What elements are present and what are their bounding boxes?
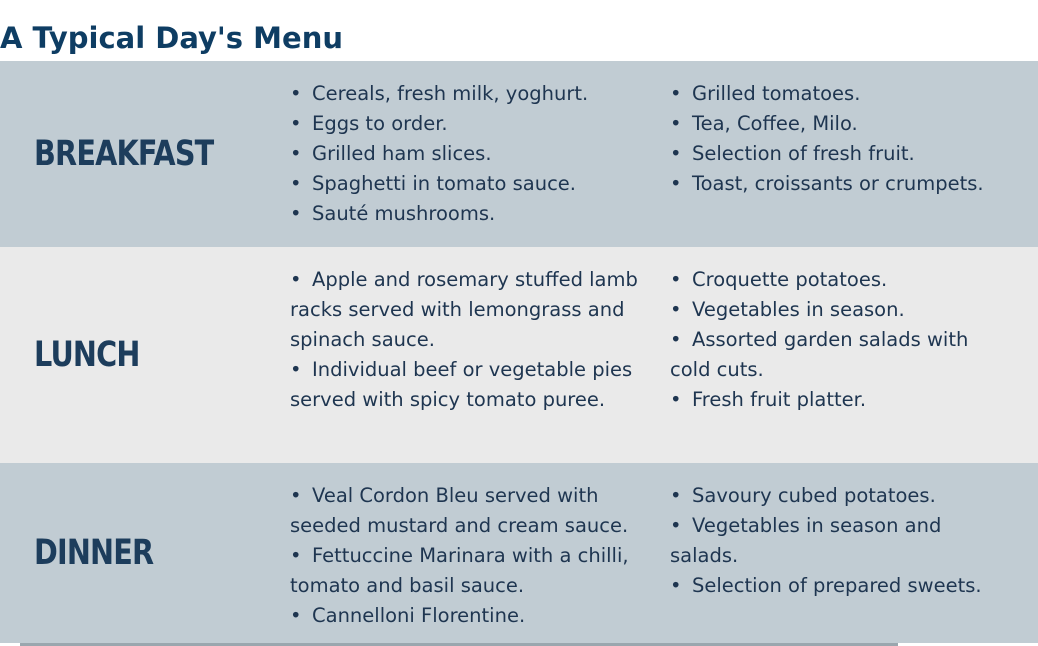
page-title: A Typical Day's Menu xyxy=(0,21,343,55)
lunch-items-left xyxy=(290,265,640,415)
menu-item-text: Spaghetti in tomato sauce. xyxy=(312,172,577,195)
bullet-icon: • xyxy=(290,358,302,381)
menu-item-text: Veal Cordon Bleu served with seeded mustard and cream sauce. xyxy=(290,484,629,537)
menu-item-text: Selection of prepared sweets. xyxy=(692,574,982,597)
menu-item-text: Selection of fresh fruit. xyxy=(692,142,915,165)
bullet-icon: • xyxy=(290,544,302,567)
bullet-icon: • xyxy=(290,202,302,225)
menu-item-text: Croquette potatoes. xyxy=(692,268,888,291)
bullet-icon: • xyxy=(670,298,682,321)
list-item xyxy=(290,355,640,415)
breakfast-items-left xyxy=(290,79,640,229)
dinner-items-left xyxy=(290,481,640,631)
menu-item-text: Tea, Coffee, Milo. xyxy=(692,112,858,135)
meal-name-lunch: LUNCH xyxy=(34,335,140,375)
list-item xyxy=(670,325,1010,385)
list-item xyxy=(670,265,1010,295)
bullet-icon: • xyxy=(670,574,682,597)
list-item xyxy=(290,139,640,169)
bullet-icon: • xyxy=(670,268,682,291)
bullet-icon: • xyxy=(670,484,682,507)
bullet-icon: • xyxy=(290,172,302,195)
list-item xyxy=(670,481,1010,511)
menu-table xyxy=(0,61,1038,643)
meal-row-breakfast xyxy=(0,61,1038,247)
list-item xyxy=(670,169,1010,199)
list-item xyxy=(670,79,1010,109)
bullet-icon: • xyxy=(670,328,682,351)
list-item xyxy=(670,571,1010,601)
dinner-items-right xyxy=(670,481,1010,601)
list-item xyxy=(290,79,640,109)
bullet-icon: • xyxy=(290,82,302,105)
menu-item-text: Cereals, fresh milk, yoghurt. xyxy=(312,82,589,105)
meal-row-lunch xyxy=(0,247,1038,463)
list-item xyxy=(290,481,640,541)
menu-item-text: Individual beef or vegetable pies served with spicy tomato puree. xyxy=(290,358,633,411)
menu-item-text: Vegetables in season. xyxy=(692,298,905,321)
menu-item-text: Sauté mushrooms. xyxy=(312,202,496,225)
menu-item-text: Fettuccine Marinara with a chilli, tomato and basil sauce. xyxy=(290,544,629,597)
menu-item-text: Apple and rosemary stuffed lamb racks served with lemongrass and spinach sauce. xyxy=(290,268,638,351)
bullet-icon: • xyxy=(670,388,682,411)
meal-row-dinner xyxy=(0,463,1038,643)
list-item xyxy=(290,109,640,139)
menu-item-text: Toast, croissants or crumpets. xyxy=(692,172,984,195)
meal-name-dinner: DINNER xyxy=(34,533,154,573)
bullet-icon: • xyxy=(290,484,302,507)
list-item xyxy=(290,169,640,199)
menu-item-text: Eggs to order. xyxy=(312,112,448,135)
list-item xyxy=(670,511,1010,571)
menu-item-text: Fresh fruit platter. xyxy=(692,388,867,411)
list-item xyxy=(290,199,640,229)
menu-item-text: Grilled tomatoes. xyxy=(692,82,861,105)
list-item xyxy=(290,541,640,601)
bullet-icon: • xyxy=(290,268,302,291)
bullet-icon: • xyxy=(670,514,682,537)
list-item xyxy=(670,295,1010,325)
breakfast-items-right xyxy=(670,79,1010,199)
bullet-icon: • xyxy=(290,142,302,165)
bullet-icon: • xyxy=(670,82,682,105)
bullet-icon: • xyxy=(290,604,302,627)
list-item xyxy=(670,139,1010,169)
list-item xyxy=(290,265,640,355)
bullet-icon: • xyxy=(290,112,302,135)
lunch-items-right xyxy=(670,265,1010,415)
menu-item-text: Savoury cubed potatoes. xyxy=(692,484,936,507)
list-item xyxy=(290,601,640,631)
bullet-icon: • xyxy=(670,142,682,165)
bullet-icon: • xyxy=(670,172,682,195)
menu-item-text: Grilled ham slices. xyxy=(312,142,492,165)
bullet-icon: • xyxy=(670,112,682,135)
menu-item-text: Cannelloni Florentine. xyxy=(312,604,526,627)
list-item xyxy=(670,385,1010,415)
list-item xyxy=(670,109,1010,139)
menu-item-text: Vegetables in season and salads. xyxy=(670,514,942,567)
meal-name-breakfast: BREAKFAST xyxy=(34,134,214,174)
menu-item-text: Assorted garden salads with cold cuts. xyxy=(670,328,969,381)
